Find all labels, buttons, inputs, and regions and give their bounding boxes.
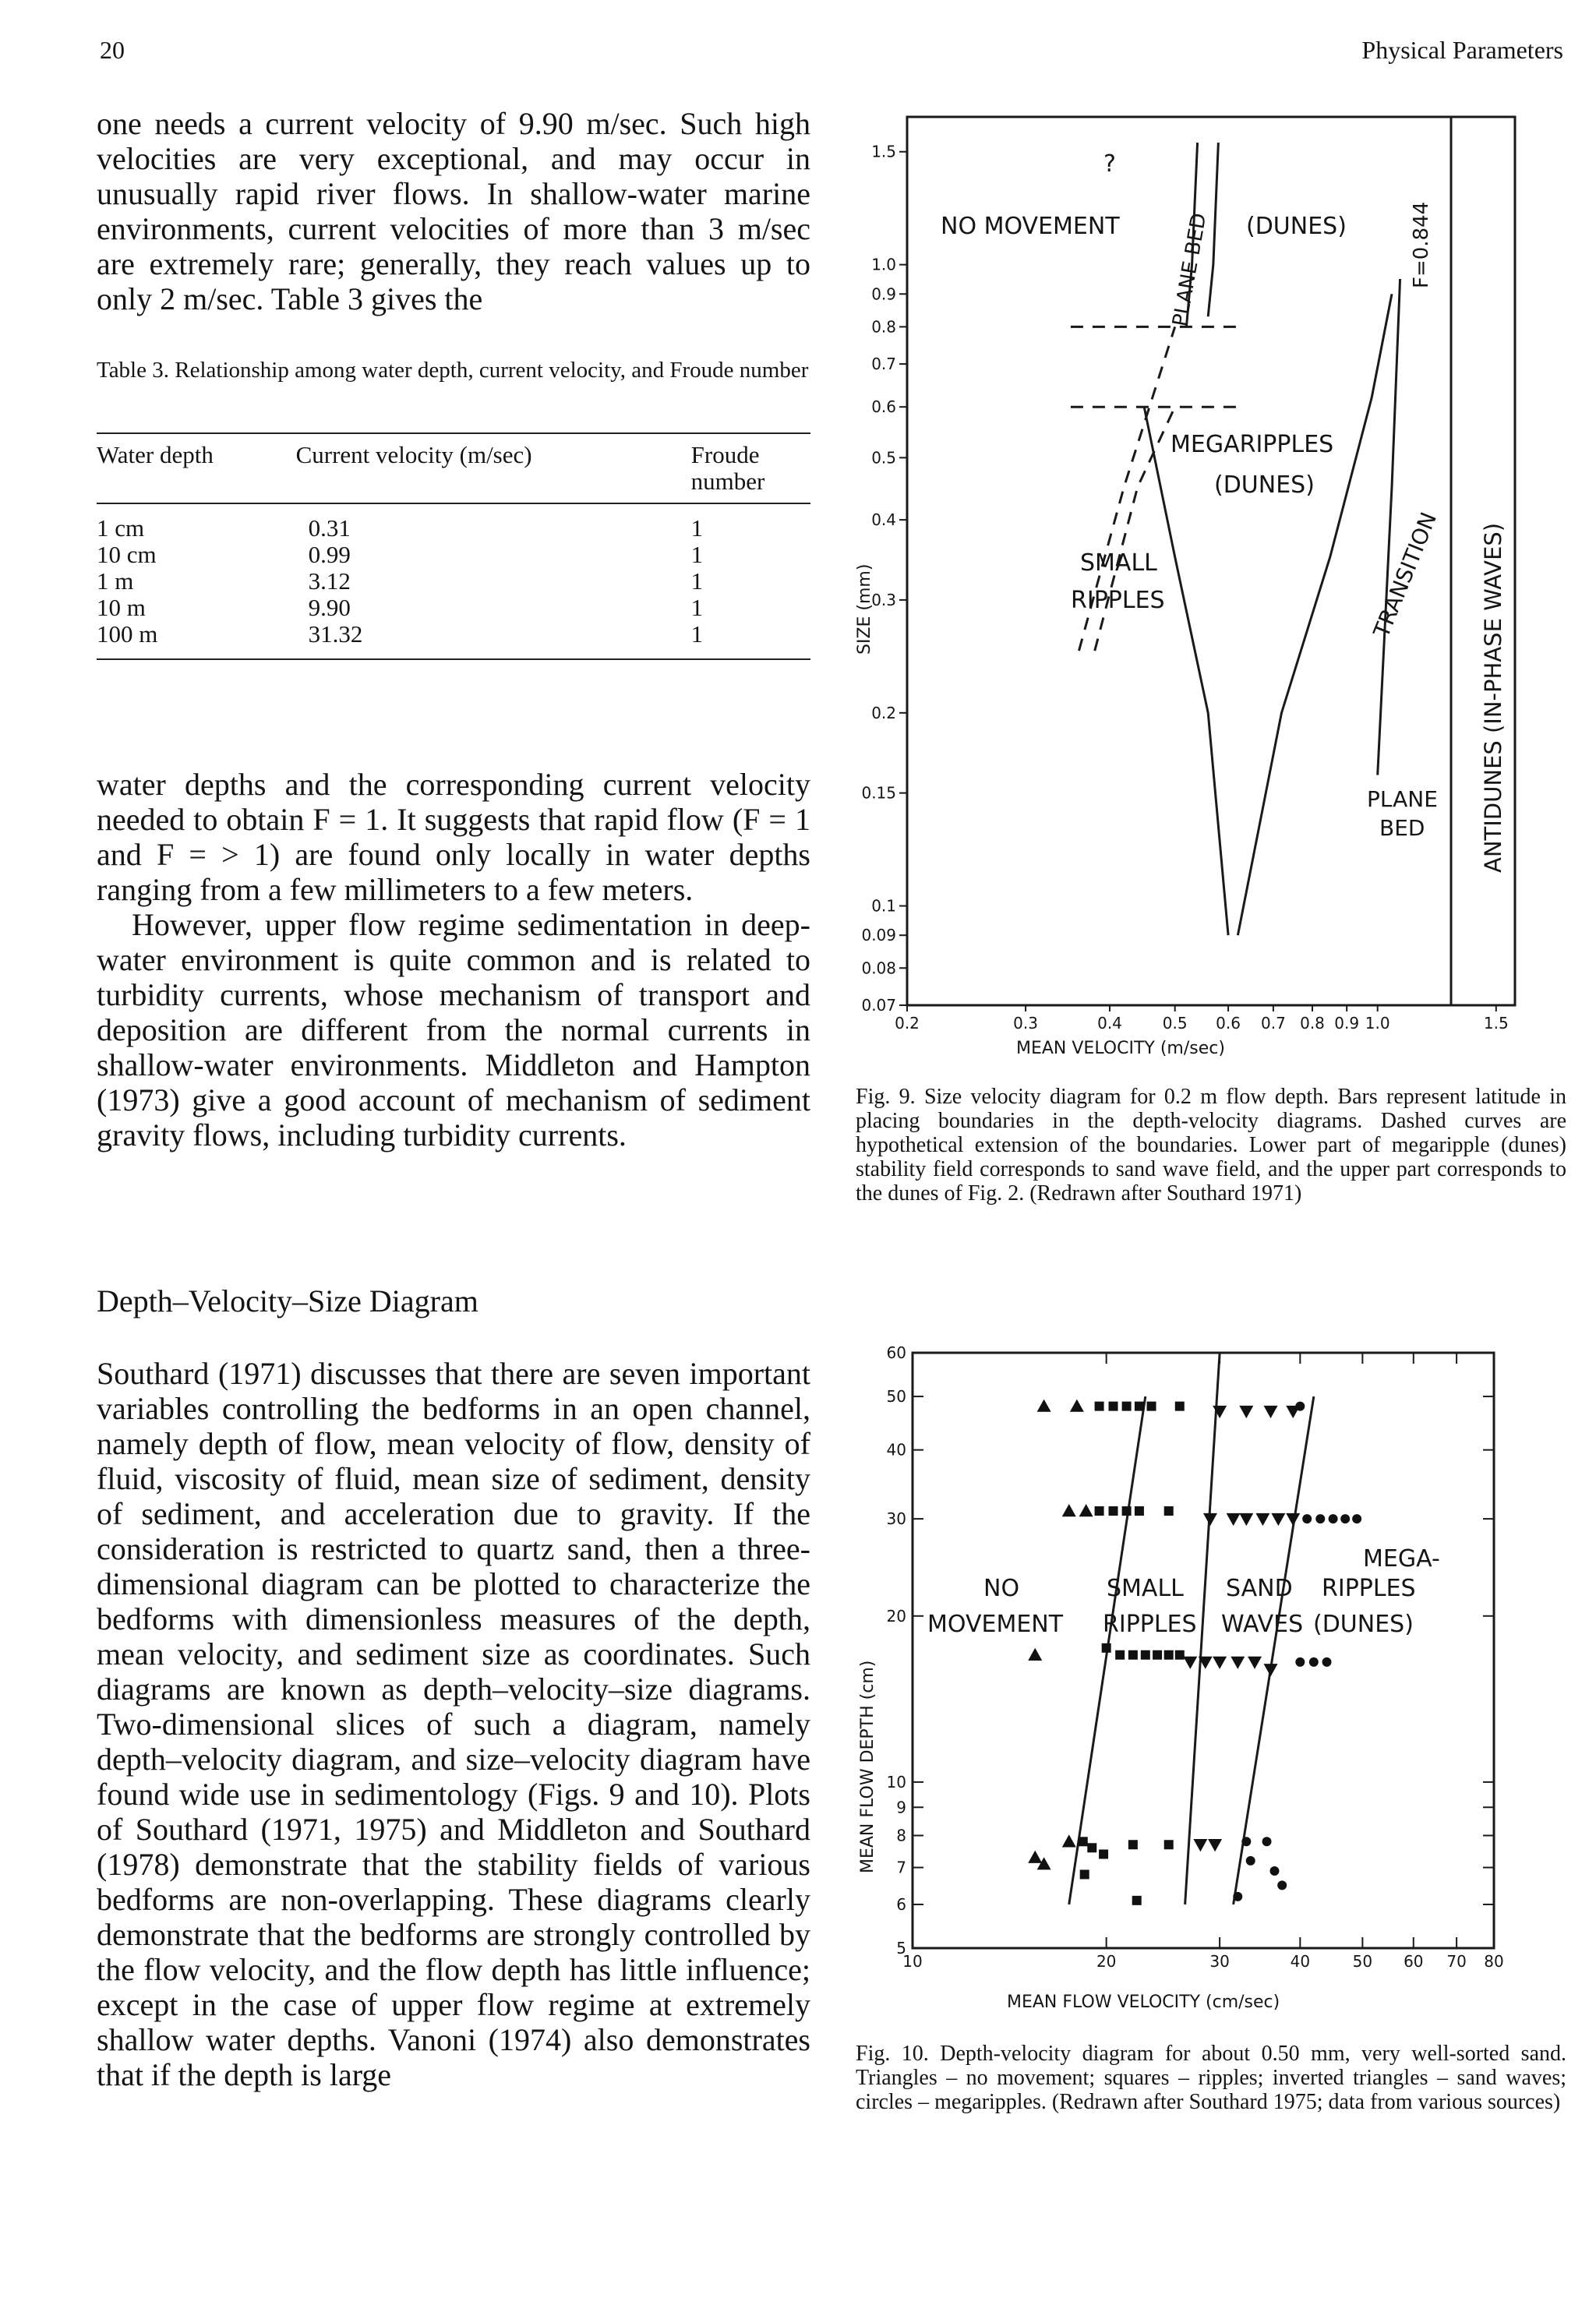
fig10-point-square (1109, 1506, 1118, 1516)
fig10-point-inverted-triangle (1239, 1513, 1253, 1526)
fig10-point-circle (1277, 1880, 1287, 1890)
col-header-water-depth: Water depth (97, 441, 214, 468)
fig10-point-square (1147, 1402, 1156, 1411)
fig9-x-tick-label: 0.7 (1261, 1014, 1286, 1033)
table-cell: 100 m (97, 620, 158, 648)
fig10-point-square (1102, 1643, 1111, 1653)
fig9-label-megaripples: MEGARIPPLES (1171, 431, 1334, 458)
table-row (97, 621, 810, 659)
fig10-point-square (1122, 1402, 1132, 1411)
fig10-point-square (1164, 1650, 1174, 1660)
fig10-point-square (1122, 1506, 1132, 1516)
fig9-chart (853, 109, 1570, 1068)
fig10-point-triangle (1070, 1400, 1084, 1412)
paragraph-southard: Southard (1971) discusses that there are seven important variables controlling the bedforms in an open channel, namely depth of flow, mean velocity of flow, density of fluid, viscosity of fluid, mean size of sediment, density of sediment, and acceleration due to gravity. If the consideration is restricted to quartz sand, then a three-dimensional diagram can be plotted to characterize the bedforms with dimensionless measures of the depth, mean velocity, and sediment size as coordinates. Such diagrams are known as depth–velocity–size diagrams. Two-dimensional slices of such a diagram, namely depth–velocity diagram, and size–velocity diagram have found wide use in sedimentology (Figs. 9 and 10). Plots of Southard (1971, 1975) and Middleton and Southard (1978) demonstrate that the stability fields of various bedforms are non-overlapping. These diagrams clearly demonstrate that the bedforms are strongly controlled by the flow velocity, and the flow depth has little influence; except in the case of upper flow regime at extremely shallow water depths. Vanoni (1974) also demonstrates that if the depth is large (97, 1356, 810, 2092)
fig10-point-square (1128, 1840, 1138, 1849)
fig10-point-square (1079, 1837, 1088, 1846)
fig10-y-tick-label: 8 (896, 1826, 906, 1845)
fig9-y-tick-label: 0.1 (871, 896, 896, 916)
table-3 (97, 432, 810, 660)
paragraph-after-table: water depths and the corresponding current velocity needed to obtain F = 1. It suggests that rapid flow (F = 1 and F = > 1) are found only locally in water depths ranging from a few millimeters to a few meters. (97, 767, 810, 907)
fig10-point-triangle (1079, 1504, 1093, 1516)
fig9-label-dunes: (DUNES) (1246, 213, 1347, 240)
fig10-x-tick-label: 50 (1352, 1952, 1373, 1971)
fig10-point-inverted-triangle (1248, 1657, 1262, 1669)
fig10-label-small: SMALL (1107, 1575, 1184, 1602)
fig10-point-triangle (1062, 1834, 1076, 1847)
fig10-point-square (1175, 1402, 1185, 1411)
fig10-point-circle (1262, 1837, 1272, 1846)
fig9-label-small: SMALL (1080, 549, 1157, 577)
fig9-x-axis-label: MEAN VELOCITY (m/sec) (1016, 1039, 1225, 1058)
fig9-x-tick-label: 0.3 (1013, 1014, 1038, 1033)
fig10-point-square (1095, 1506, 1104, 1516)
fig10-point-triangle (1037, 1400, 1051, 1412)
fig9-y-tick-label: 0.08 (861, 958, 896, 978)
fig10-point-inverted-triangle (1208, 1839, 1222, 1851)
fig10-boundary-sand-waves-megaripples (1234, 1396, 1314, 1904)
fig10-point-inverted-triangle (1264, 1406, 1278, 1418)
table-cell: 10 m (97, 594, 146, 621)
fig10-label-movement: MOVEMENT (927, 1611, 1064, 1638)
fig10-point-circle (1315, 1514, 1325, 1523)
table-cell: 0.99 (308, 541, 351, 568)
table-caption: Table 3. Relationship among water depth, current velocity, and Froude number (97, 358, 809, 383)
fig10-label-megaripples: RIPPLES (1322, 1575, 1416, 1602)
fig10-point-circle (1340, 1514, 1350, 1523)
table-cell: 1 (690, 620, 704, 648)
fig10-x-tick-label: 70 (1446, 1952, 1467, 1971)
fig10-y-tick-label: 9 (896, 1798, 906, 1817)
fig9-caption: Fig. 9. Size velocity diagram for 0.2 m flow depth. Bars represent latitude in placing boundaries in the depth-velocity diagrams. Dashed curves are hypothetical extension of the boundaries. Lower part of megaripple (dunes) stability field corresponds to sand wave field, and the upper part corresponds to the dunes of Fig. 2. (Redrawn after Southard 1971) (856, 1085, 1566, 1205)
fig10-point-circle (1269, 1866, 1279, 1876)
fig10-point-inverted-triangle (1183, 1657, 1197, 1669)
fig9-question-mark: ? (1103, 150, 1116, 178)
table-cell: 0.31 (308, 514, 351, 542)
fig10-point-square (1095, 1402, 1104, 1411)
table-cell: 3.12 (308, 567, 351, 595)
fig10-y-axis (887, 1343, 1494, 1957)
fig10-point-circle (1295, 1657, 1305, 1667)
fig9-y-tick-label: 0.07 (861, 996, 896, 1015)
fig9-y-tick-label: 1.5 (871, 142, 896, 161)
fig10-point-triangle (1028, 1851, 1042, 1863)
fig10-point-square (1128, 1650, 1138, 1660)
fig10-y-tick-label: 10 (886, 1772, 906, 1791)
fig10-point-inverted-triangle (1271, 1513, 1285, 1526)
fig10-point-triangle (1028, 1648, 1042, 1661)
fig10-point-inverted-triangle (1203, 1513, 1217, 1526)
fig10-y-tick-label: 20 (886, 1606, 906, 1626)
fig10-point-square (1175, 1650, 1185, 1660)
fig9-label-antidunes: ANTIDUNES (IN-PHASE WAVES) (1480, 522, 1506, 873)
table-cell: 10 cm (97, 541, 157, 568)
fig9-y-tick-label: 0.4 (871, 510, 896, 530)
fig9-x-tick-label: 0.9 (1334, 1014, 1360, 1033)
fig10-point-circle (1329, 1514, 1338, 1523)
fig10-y-tick-label: 60 (886, 1343, 906, 1362)
fig10-y-tick-label: 50 (886, 1387, 906, 1407)
fig10-label-sand: SAND (1226, 1575, 1293, 1602)
fig10-point-square (1164, 1840, 1174, 1849)
fig9-dashed-dashed-ripples-right (1095, 407, 1175, 651)
table-cell: 1 (690, 514, 704, 542)
table-row (97, 542, 810, 568)
fig10-point-inverted-triangle (1193, 1839, 1207, 1851)
fig10-x-tick-label: 20 (1096, 1952, 1117, 1971)
fig10-y-tick-label: 30 (886, 1509, 906, 1529)
fig10-x-tick-label: 80 (1484, 1952, 1504, 1971)
fig10-caption: Fig. 10. Depth-velocity diagram for about 0.50 mm, very well-sorted sand. Triangles – no movement; squares – ripples; inverted triangles – sand waves; circles – megaripples. (Redrawn after Southard 1975; data from various sources) (856, 2042, 1566, 2114)
fig10-point-inverted-triangle (1227, 1513, 1241, 1526)
table-cell: 1 (690, 541, 704, 568)
fig10-label-waves: WAVES (1221, 1611, 1304, 1638)
fig10-point-square (1099, 1849, 1108, 1859)
fig10-point-square (1132, 1896, 1142, 1905)
table-cell: 1 cm (97, 514, 145, 542)
fig10-point-square (1080, 1869, 1089, 1879)
fig9-x-tick-label: 0.6 (1216, 1014, 1241, 1033)
fig9-x-tick-label: 0.8 (1300, 1014, 1325, 1033)
fig9-y-tick-label: 0.3 (871, 590, 896, 609)
fig10-label-ripples: RIPPLES (1103, 1611, 1197, 1638)
fig10-point-circle (1246, 1856, 1255, 1866)
fig9-y-tick-label: 0.5 (871, 448, 896, 468)
fig10-point-circle (1352, 1514, 1361, 1523)
fig9-y-tick-label: 0.2 (871, 703, 896, 722)
fig10-point-square (1153, 1650, 1162, 1660)
fig10-point-circle (1233, 1892, 1242, 1901)
fig10-point-square (1135, 1506, 1144, 1516)
fig10-point-inverted-triangle (1231, 1657, 1245, 1669)
fig10-point-circle (1295, 1402, 1305, 1411)
fig9-label-transition: TRANSITION (1368, 508, 1442, 641)
fig9-x-axis (895, 1005, 1509, 1033)
fig9-y-axis-label: SIZE (mm) (855, 563, 874, 655)
col-header-current-velocity: Current velocity (m/sec) (295, 441, 532, 468)
fig10-point-inverted-triangle (1239, 1406, 1253, 1418)
col-header-froude-number: Froude number (690, 441, 765, 495)
table-cell: 9.90 (308, 594, 351, 621)
fig10-point-square (1164, 1506, 1174, 1516)
fig10-y-tick-label: 40 (886, 1440, 906, 1460)
fig9-y-tick-label: 0.6 (871, 397, 896, 417)
fig9-label-ripples: RIPPLES (1071, 587, 1165, 614)
fig10-point-inverted-triangle (1255, 1513, 1269, 1526)
table-row (97, 568, 810, 595)
fig9-label-plane-bed: PLANE BED (1168, 211, 1212, 329)
fig10-point-inverted-triangle (1286, 1513, 1300, 1526)
fig10-y-tick-label: 7 (896, 1858, 906, 1877)
table-row (97, 595, 810, 621)
fig10-point-circle (1241, 1837, 1251, 1846)
table-cell: 31.32 (308, 620, 363, 648)
fig10-x-tick-label: 30 (1209, 1952, 1230, 1971)
fig10-point-circle (1309, 1657, 1319, 1667)
fig10-y-tick-label: 6 (896, 1894, 906, 1914)
fig9-y-tick-label: 0.15 (861, 783, 896, 803)
fig10-y-tick-label: 5 (896, 1939, 906, 1957)
table-cell: 1 (690, 567, 704, 595)
fig9-label-froude: F=0.844 (1410, 201, 1433, 288)
fig10-point-inverted-triangle (1213, 1657, 1227, 1669)
fig9-label-no-movement: NO MOVEMENT (941, 213, 1120, 240)
fig10-point-circle (1322, 1657, 1332, 1667)
fig9-y-tick-label: 0.9 (871, 284, 896, 304)
fig9-x-tick-label: 0.5 (1162, 1014, 1188, 1033)
fig10-y-axis-label: MEAN FLOW DEPTH (cm) (858, 1660, 877, 1873)
fig9-boundaries (1071, 143, 1400, 935)
fig10-x-tick-label: 10 (902, 1952, 923, 1971)
table-cell: 1 (690, 594, 704, 621)
page-number: 20 (100, 36, 125, 64)
running-title: Physical Parameters (1361, 36, 1563, 64)
fig9-x-tick-label: 0.4 (1097, 1014, 1122, 1033)
fig10-x-tick-label: 40 (1290, 1952, 1311, 1971)
fig10-point-square (1135, 1402, 1144, 1411)
table-row (97, 503, 810, 542)
fig10-point-square (1087, 1843, 1096, 1852)
fig9-x-tick-label: 0.2 (895, 1014, 920, 1033)
fig10-label-dunes: (DUNES) (1313, 1611, 1414, 1638)
fig10-point-square (1141, 1650, 1150, 1660)
fig10-x-tick-label: 60 (1404, 1952, 1424, 1971)
fig10-point-square (1115, 1650, 1125, 1660)
fig10-points (1028, 1400, 1361, 1905)
section-heading: Depth–Velocity–Size Diagram (97, 1283, 478, 1318)
fig9-y-tick-label: 0.09 (861, 926, 896, 945)
fig9-label-bed: BED (1379, 815, 1425, 841)
fig10-point-square (1109, 1402, 1118, 1411)
fig10-chart (853, 1343, 1570, 2032)
fig9-boundary-no-movement-dunes (1208, 143, 1218, 316)
fig9-x-tick-label: 1.5 (1483, 1014, 1509, 1033)
fig10-point-inverted-triangle (1264, 1664, 1278, 1676)
fig10-point-circle (1302, 1514, 1312, 1523)
fig10-frame (913, 1353, 1494, 1948)
fig9-boundary-megaripples-transition (1238, 294, 1392, 935)
intro-paragraph: one needs a current velocity of 9.90 m/sec. Such high velocities are very exceptional, and may occur in unusually rapid river flows. In shallow-water marine environments, current velocities of more than 3 m/sec are extremely rare; generally, they reach values up to only 2 m/sec. Table 3 gives the (97, 106, 810, 316)
fig9-y-tick-label: 1.0 (871, 255, 896, 274)
fig9-label-megaripples-dunes: (DUNES) (1214, 471, 1315, 499)
fig10-label-mega: MEGA- (1363, 1545, 1440, 1573)
fig9-y-tick-label: 0.7 (871, 355, 896, 374)
fig9-x-tick-label: 1.0 (1365, 1014, 1390, 1033)
fig10-point-triangle (1062, 1504, 1076, 1516)
fig9-y-tick-label: 0.8 (871, 317, 896, 337)
paragraph-however: However, upper flow regime sedimentation in deep-water environment is quite common and is related to turbidity currents, whose mechanism of transport and deposition are different from the normal currents in shallow-water environments. Middleton and Hampton (1973) give a good account of mechanism of sediment gravity flows, including turbidity currents. (97, 907, 810, 1153)
fig9-label-plane: PLANE (1367, 786, 1438, 812)
fig10-label-no: NO (983, 1575, 1020, 1602)
fig10-x-axis-label: MEAN FLOW VELOCITY (cm/sec) (1007, 1993, 1280, 2012)
table-cell: 1 m (97, 567, 134, 595)
